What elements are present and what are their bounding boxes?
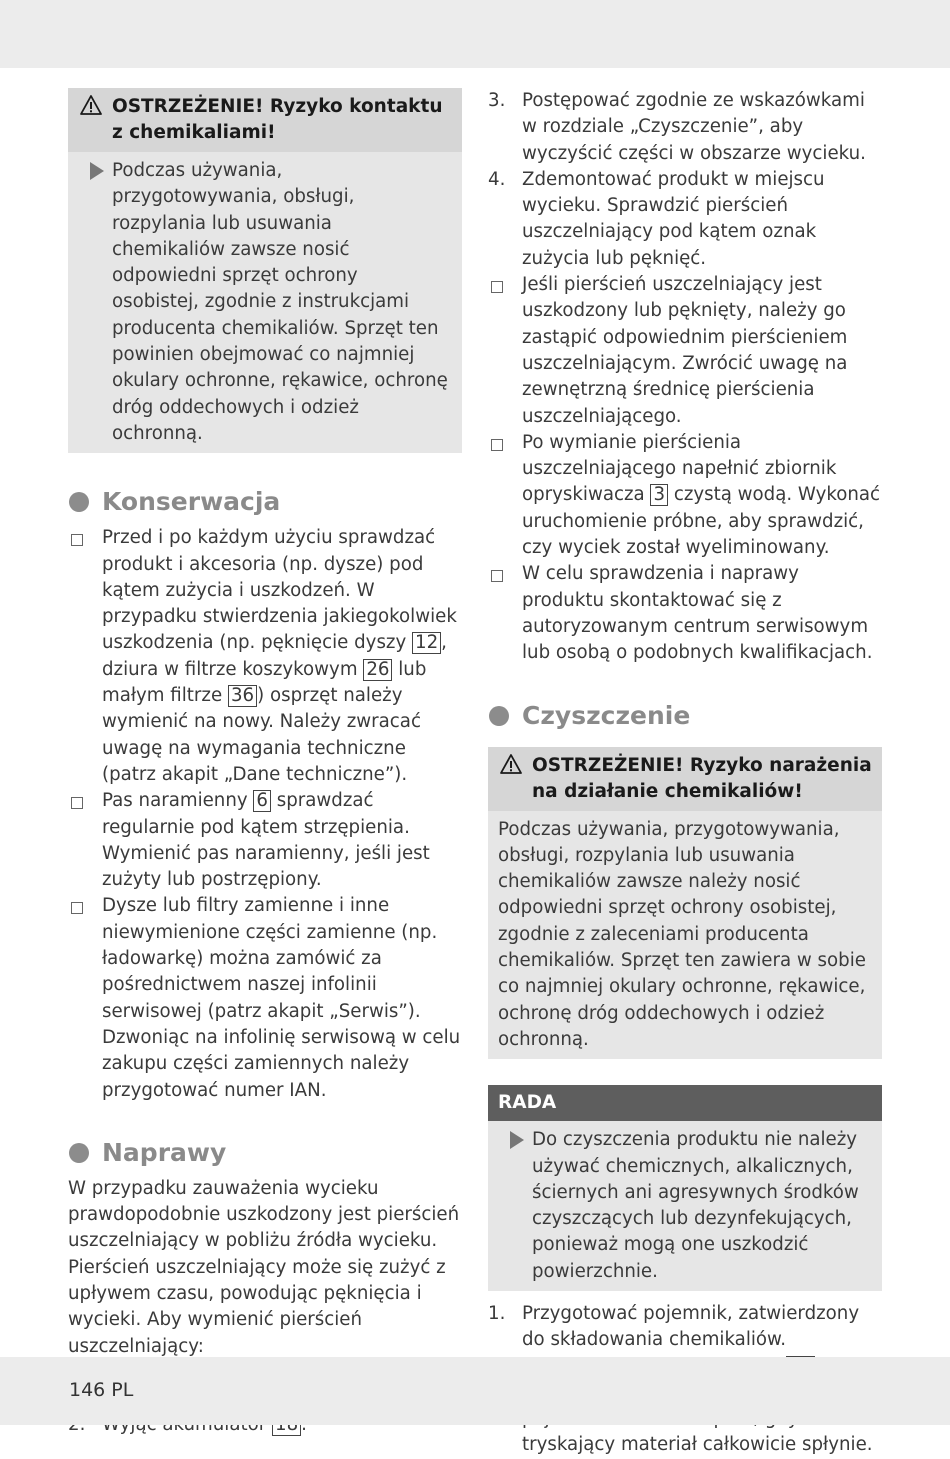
right-column (488, 88, 882, 1459)
page-header-band (0, 0, 950, 68)
step-text: tryskający materiał całkowicie spłynie. (522, 1434, 873, 1456)
page-footer-band (0, 1357, 950, 1425)
warning-icon (500, 753, 522, 775)
part-ref: 26 (363, 659, 392, 681)
page-number: 146 PL (69, 1379, 134, 1401)
section-title-text: Naprawy (102, 1137, 227, 1167)
paragraph: W przypadku zauważenia wycieku prawdopodobnie uszkodzony jest pierścień uszczelniający w pobliżu źródła wycieku. Pierścień uszczelniający może się zużyć z upływem czasu, powodując pęknięcia i wycieki. Aby wymienić pierścień uszczelniający: (68, 1177, 460, 1357)
item-text: Jeśli pierścień uszczelniający jest uszkodzony lub pęknięty, należy go zastąpić odpowiednim pierścieniem uszczelniającym. Zwrócić uwagę na zewnętrzną średnicę pierścienia uszczelniającego. (522, 274, 848, 427)
step-text: Zdemontować produkt w miejscu wycieku. Sprawdzić pierścień uszczelniający pod kątem oznak zużycia lub pęknięć. (522, 168, 825, 269)
item-text: Po wymianie pierścienia uszczelniającego napełnić zbiornik opryskiwacza (522, 431, 837, 506)
warning-body (488, 811, 882, 1060)
section-dot-icon (69, 492, 89, 512)
numbered-step (488, 167, 882, 272)
tip-body (488, 1121, 882, 1291)
warning-item (78, 158, 450, 447)
warning-header (488, 747, 882, 811)
checklist-item (488, 561, 882, 666)
warning-box-exposure (488, 747, 882, 1060)
section-title-text: Czyszczenie (522, 700, 691, 730)
checklist-item (68, 525, 462, 788)
checklist-item (488, 272, 882, 430)
checkbox-bullet-icon (71, 797, 83, 809)
item-text: lub małym filtrze (102, 658, 427, 707)
tip-header: RADA (488, 1085, 882, 1121)
checkbox-bullet-icon (71, 534, 83, 546)
item-text: Przed i po każdym użyciu sprawdzać produkt i akcesoria (np. dysze) pod kątem zużycia i uszkodzeń. W przypadku stwierdzenia jakiegokolwiek uszkodzenia (np. pęknięcie dyszy (102, 527, 457, 654)
part-ref: 3 (650, 484, 668, 506)
item-text: Dysze lub filtry zamienne i inne niewymienione części zamienne (np. ładowarkę) można zamówić za pośrednictwem naszej infolinii serwisowej (patrz akapit „Serwis”). Dzwoniąc na infolinię serwisową w celu zakupu części zamiennych należy przygotować numer IAN. (102, 895, 461, 1101)
tip-text: Do czyszczenia produktu nie należy używać chemicznych, alkalicznych, ściernych ani agresywnych środków czyszczących lub dezynfekujących, ponieważ mogą one uszkodzić powierzchnie. (532, 1129, 859, 1282)
part-ref: 6 (253, 790, 271, 812)
step-number: 3. (488, 90, 506, 111)
checkbox-bullet-icon (491, 570, 503, 582)
item-text: ) osprzęt należy wymienić na nowy. Należy zwracać uwagę na wymagania techniczne (patrz akapit „Dane techniczne”). (102, 685, 421, 785)
checklist-item (68, 788, 462, 893)
warning-box-chemicals (68, 88, 462, 453)
step-text: Przygotować pojemnik, zatwierdzony do składowania chemikaliów. (522, 1302, 860, 1351)
section-title-text: Konserwacja (102, 487, 281, 517)
item-text: , dziura w filtrze koszykowym (102, 632, 447, 680)
arrow-bullet-icon (510, 1131, 524, 1149)
warning-text: Podczas używania, przygotowywania, obsługi, rozpylania lub usuwania chemikaliów zawsze należy nosić odpowiedni sprzęt ochrony osobistej, zgodnie z zaleceniami producenta chemikaliów. Sprzęt ten zawiera w sobie co najmniej okulary ochronne, rękawice, ochronę dróg oddechowych i odzież ochronną. (498, 818, 866, 1050)
warning-body (68, 152, 462, 453)
item-text: sprawdzać regularnie pod kątem strzępienia. Wymienić pas naramienny, jeśli jest zużyty lub postrzępiony. (102, 790, 430, 891)
warning-text: Podczas używania, przygotowywania, obsługi, rozpylania lub usuwania chemikaliów zawsze nosić odpowiedni sprzęt ochrony osobistej, zgodnie z instrukcjami producenta chemikaliów. Sprzęt ten powinien obejmować co najmniej okulary ochronne, rękawice, ochronę dróg oddechowych i odzież ochronną. (112, 160, 448, 444)
tip-box (488, 1085, 882, 1291)
section-title-czyszczenie (488, 701, 882, 731)
section-dot-icon (489, 706, 509, 726)
item-text: czystą wodą. Wykonać uruchomienie próbne, aby sprawdzić, czy wyciek został wyeliminowany. (522, 484, 881, 559)
checklist-item (68, 893, 462, 1103)
step-number: 1. (488, 1302, 506, 1324)
step-number: 4. (488, 168, 506, 190)
checkbox-bullet-icon (491, 439, 503, 451)
tip-item (498, 1127, 870, 1285)
checklist-item (488, 430, 882, 561)
part-ref: 36 (228, 685, 257, 707)
item-text: Pas naramienny (102, 790, 254, 812)
warning-icon (80, 94, 102, 116)
warning-title: OSTRZEŻENIE! Ryzyko kontaktu z chemikaliami! (112, 96, 443, 143)
section-title-naprawy (68, 1138, 462, 1168)
section-title-konserwacja (68, 487, 462, 517)
part-ref: 12 (412, 632, 441, 654)
numbered-step (488, 88, 882, 167)
checkbox-bullet-icon (71, 902, 83, 914)
item-text: W celu sprawdzenia i naprawy produktu skontaktować się z autoryzowanym centrum serwisowym lub osobą o podobnych kwalifikacjach. (522, 563, 873, 664)
section-dot-icon (69, 1143, 89, 1163)
checkbox-bullet-icon (491, 281, 503, 293)
warning-header (68, 88, 462, 152)
step-text: Postępować zgodnie ze wskazówkami w rozdziale „Czyszczenie”, aby wyczyścić części w obszarze wycieku. (522, 90, 866, 164)
arrow-bullet-icon (90, 162, 104, 180)
warning-title: OSTRZEŻENIE! Ryzyko narażenia na działanie chemikaliów! (532, 754, 872, 802)
left-column (68, 88, 462, 1439)
